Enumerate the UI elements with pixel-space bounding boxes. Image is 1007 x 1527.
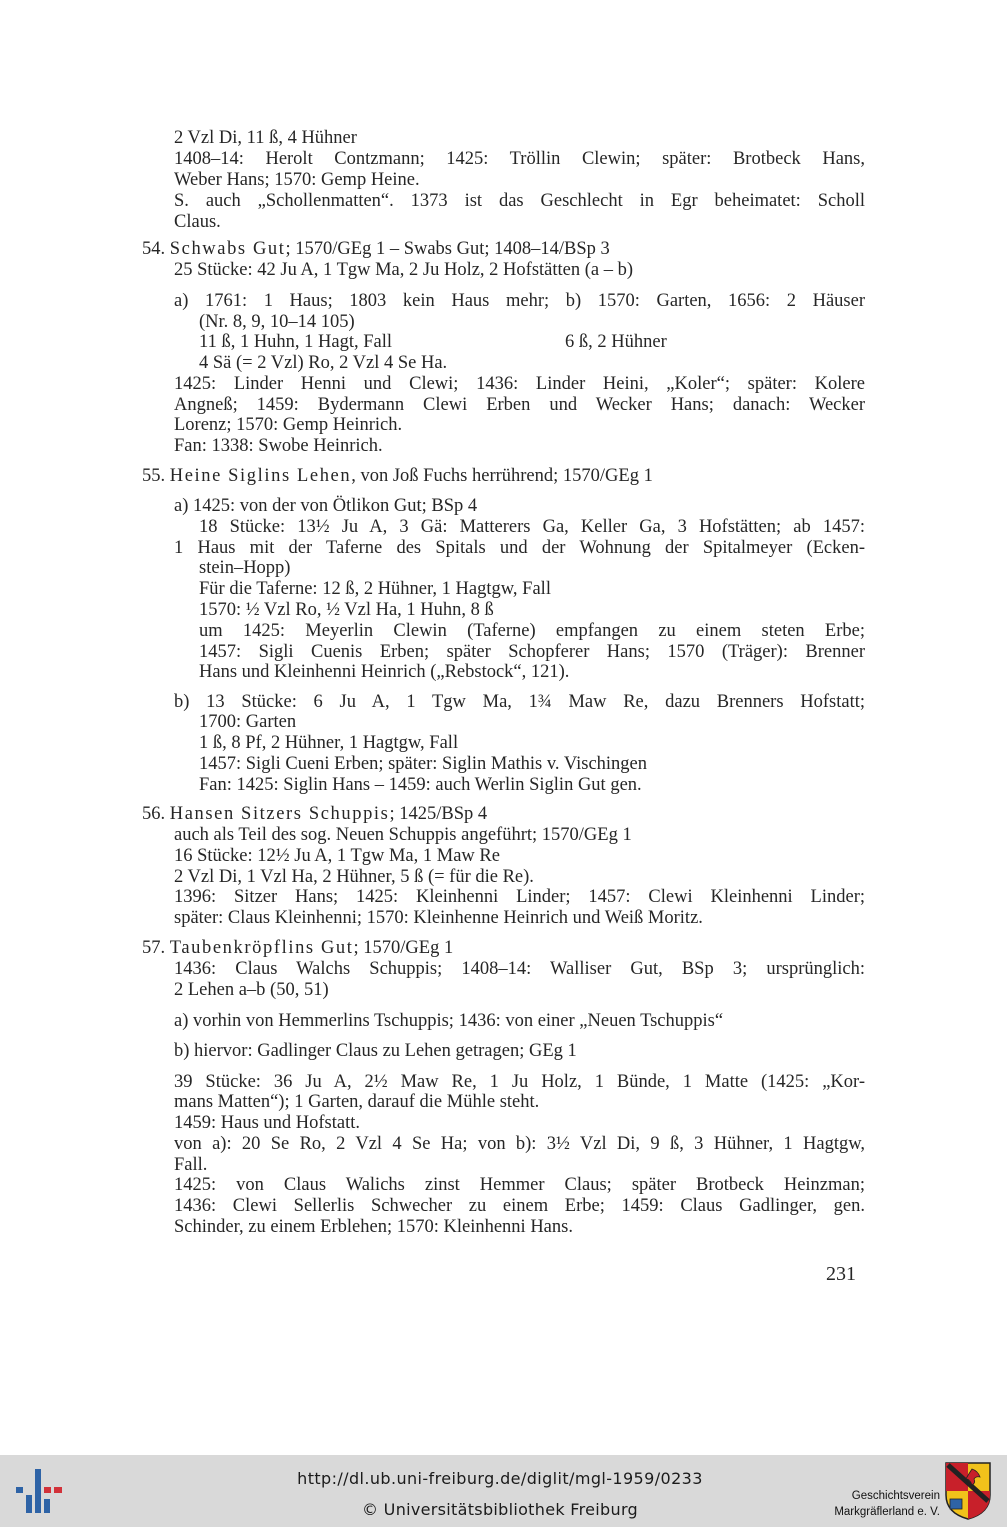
text-line: 1457: Sigli Cueni Erben; später: Siglin Mathis v. Vischingen: [199, 754, 648, 774]
text-line: 6 ß, 2 Hühner: [565, 332, 667, 352]
text-line: von a): 20 Se Ro, 2 Vzl 4 Se Ha; von b): 3½ Vzl Di, 9 ß, 3 Hühner, 1 Hagtgw,: [174, 1134, 865, 1154]
text-line: 18 Stücke: 13½ Ju A, 3 Gä: Matterers Ga, Keller Ga, 3 Hofstätten; ab 1457:: [199, 517, 865, 537]
text-line: auch als Teil des sog. Neuen Schuppis angeführt; 1570/GEg 1: [174, 825, 632, 845]
text-line: Angneß; 1459: Bydermann Clewi Erben und Wecker Hans; danach: Wecker: [174, 395, 865, 415]
text-line: 1459: Haus und Hofstatt.: [174, 1113, 361, 1133]
entry-title: Hansen Sitzers Schuppis: [169, 804, 390, 824]
text-line: S. auch „Schollenmatten“. 1373 ist das Geschlecht in Egr beheimatet: Scholl: [174, 191, 865, 211]
text-line: Weber Hans; 1570: Gemp Heine.: [174, 170, 420, 190]
entry-heading-56: [142, 804, 487, 824]
text-line: mans Matten“); 1 Garten, darauf die Mühle steht.: [174, 1092, 540, 1112]
entry-number: 54.: [142, 239, 170, 259]
text-line: später: Claus Kleinhenni; 1570: Kleinhenne Heinrich und Weiß Moritz.: [174, 908, 703, 928]
text-line: Lorenz; 1570: Gemp Heinrich.: [174, 415, 403, 435]
entry-heading-55: [142, 466, 653, 486]
text-line: Fan: 1425: Siglin Hans – 1459: auch Werlin Siglin Gut gen.: [199, 775, 642, 795]
text-line: 1425: Linder Henni und Clewi; 1436: Linder Heini, „Koler“; später: Kolere: [174, 374, 865, 394]
text-line: stein–Hopp): [199, 558, 291, 578]
text-line: 39 Stücke: 36 Ju A, 2½ Maw Re, 1 Ju Holz, 1 Bünde, 1 Matte (1425: „Kor-: [174, 1072, 865, 1092]
text-line: 1457: Sigli Cuenis Erben; später Schopferer Hans; 1570 (Träger): Brenner: [199, 642, 865, 662]
entry-heading-54: [142, 239, 610, 259]
text-line: Fan: 1338: Swobe Heinrich.: [174, 436, 383, 456]
text-line: 2 Lehen a–b (50, 51): [174, 980, 329, 1000]
text-line: a) 1425: von der von Ötlikon Gut; BSp 4: [174, 496, 478, 516]
text-line: b) hiervor: Gadlinger Claus zu Lehen getragen; GEg 1: [174, 1041, 577, 1061]
text-line: 1 Haus mit der Taferne des Spitals und der Wohnung der Spitalmeyer (Ecken-: [174, 538, 865, 558]
text-line: 1700: Garten: [199, 712, 297, 732]
text-line: 1 ß, 8 Pf, 2 Hühner, 1 Hagtgw, Fall: [199, 733, 459, 753]
text-line: 4 Sä (= 2 Vzl) Ro, 2 Vzl 4 Se Ha.: [199, 353, 448, 373]
text-line: 2 Vzl Di, 11 ß, 4 Hühner: [174, 128, 357, 148]
text-line: 1408–14: Herolt Contzmann; 1425: Tröllin Clewin; später: Brotbeck Hans,: [174, 149, 865, 169]
society-name: [834, 1488, 940, 1520]
text-line: 1396: Sitzer Hans; 1425: Kleinhenni Linder; 1457: Clewi Kleinhenni Linder;: [174, 887, 865, 907]
entry-title: Taubenkröpflins Gut: [169, 938, 354, 958]
entry-source: , von Joß Fuchs herrührend; 1570/GEg 1: [351, 466, 653, 486]
text-line: b) 13 Stücke: 6 Ju A, 1 Tgw Ma, 1¾ Maw Re, dazu Brenners Hofstatt;: [174, 692, 865, 712]
entry-number: 55.: [142, 466, 170, 486]
entry-source: ; 1570/GEg 1: [353, 938, 454, 958]
text-line: a) 1761: 1 Haus; 1803 kein Haus mehr; b) 1570: Garten, 1656: 2 Häuser: [174, 291, 865, 311]
text-line: 1436: Clewi Sellerlis Schwecher zu einem Erbe; 1459: Claus Gadlinger, gen.: [174, 1196, 865, 1216]
text-line: Schinder, zu einem Erblehen; 1570: Kleinhenni Hans.: [174, 1217, 573, 1237]
society-line-2: Markgräflerland e. V.: [834, 1506, 940, 1518]
text-line: a) vorhin von Hemmerlins Tschuppis; 1436: von einer „Neuen Tschuppis“: [174, 1011, 724, 1031]
entry-title: Heine Siglins Lehen: [169, 466, 352, 486]
entry-source: ; 1425/BSp 4: [389, 804, 488, 824]
text-line: Claus.: [174, 212, 221, 232]
society-line-1: Geschichtsverein: [851, 1490, 940, 1502]
text-line: (Nr. 8, 9, 10–14 105): [199, 312, 355, 332]
entry-source: ; 1570/GEg 1 – Swabs Gut; 1408–14/BSp 3: [285, 239, 610, 259]
text-line: Fall.: [174, 1155, 208, 1175]
text-line: Hans und Kleinhenni Heinrich („Rebstock“, 121).: [199, 662, 570, 682]
copyright-text: © Universitätsbibliothek Freiburg: [362, 1500, 638, 1519]
entry-title: Schwabs Gut: [169, 239, 286, 259]
text-line: 1425: von Claus Walichs zinst Hemmer Claus; später Brotbeck Heinzman;: [174, 1175, 865, 1195]
entry-heading-57: [142, 938, 453, 958]
text-line: 1436: Claus Walchs Schuppis; 1408–14: Walliser Gut, BSp 3; ursprünglich:: [174, 959, 865, 979]
text-line: Für die Taferne: 12 ß, 2 Hühner, 1 Hagtgw, Fall: [199, 579, 551, 599]
text-line: 25 Stücke: 42 Ju A, 1 Tgw Ma, 2 Ju Holz, 2 Hofstätten (a – b): [174, 260, 634, 280]
text-line: 1570: ½ Vzl Ro, ½ Vzl Ha, 1 Huhn, 8 ß: [199, 600, 494, 620]
text-line: 16 Stücke: 12½ Ju A, 1 Tgw Ma, 1 Maw Re: [174, 846, 500, 866]
page-number: 231: [826, 1263, 856, 1285]
footer-bar: [0, 1455, 1007, 1527]
document-url-link[interactable]: http://dl.ub.uni-freiburg.de/diglit/mgl-1959/0233: [297, 1469, 703, 1488]
coat-of-arms-icon[interactable]: [944, 1461, 992, 1521]
entry-number: 56.: [142, 804, 170, 824]
text-line: 2 Vzl Di, 1 Vzl Ha, 2 Hühner, 5 ß (= für die Re).: [174, 867, 534, 887]
entry-number: 57.: [142, 938, 170, 958]
text-line: 11 ß, 1 Huhn, 1 Hagt, Fall: [199, 332, 393, 352]
text-line: um 1425: Meyerlin Clewin (Taferne) empfangen zu einem steten Erbe;: [199, 621, 865, 641]
